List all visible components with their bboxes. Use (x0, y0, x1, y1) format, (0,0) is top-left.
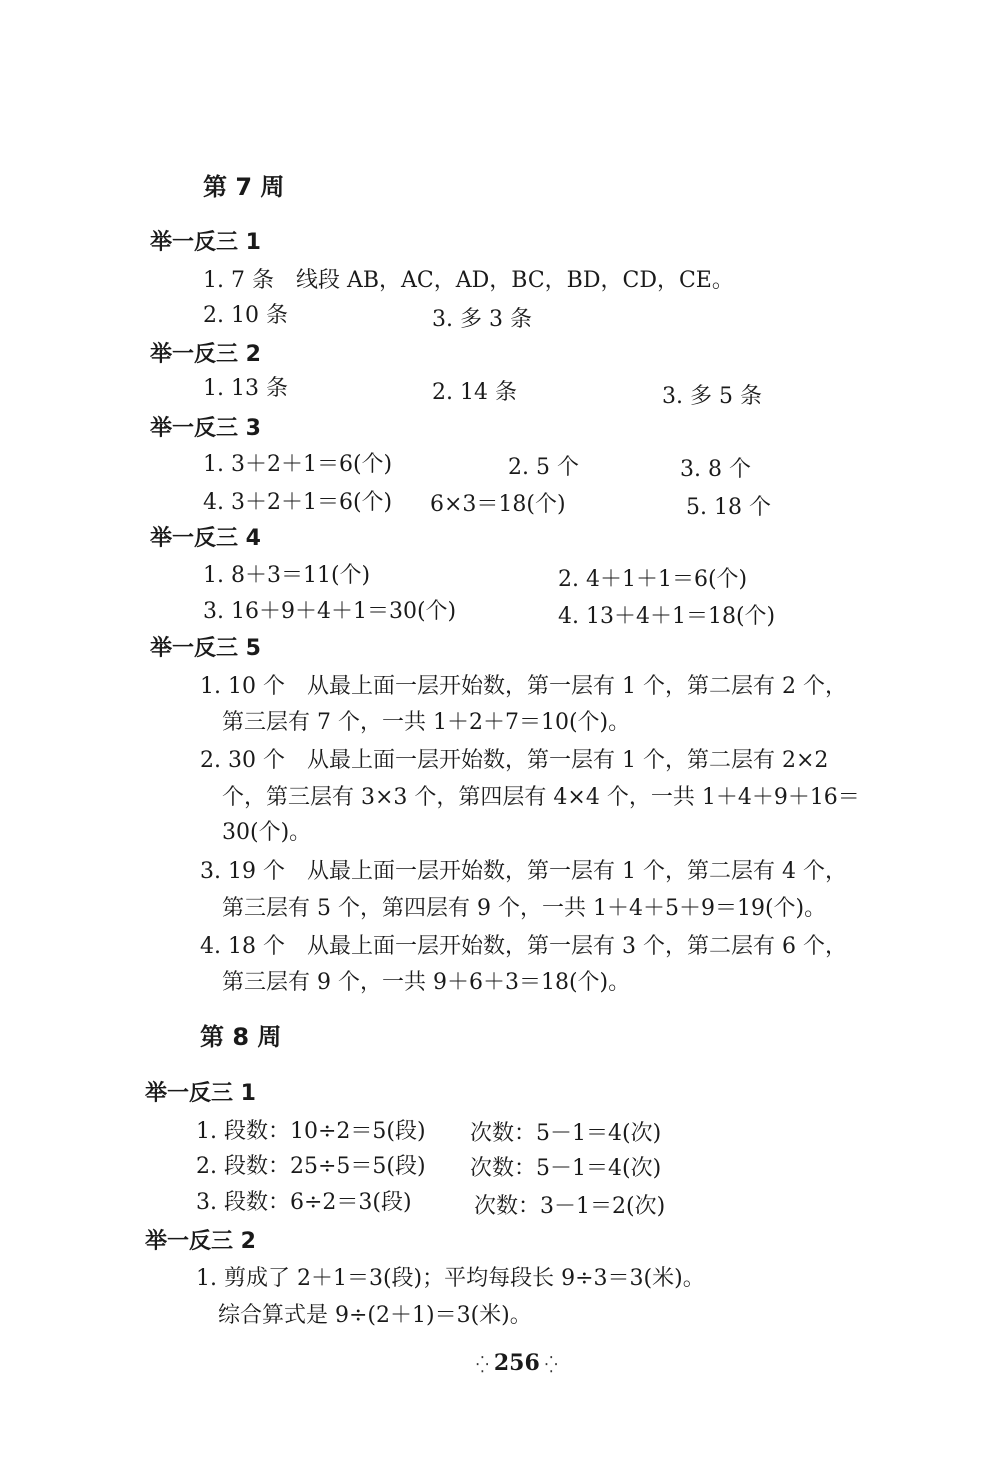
answer-8-1-3a: 3. 段数：6÷2＝3(段) (196, 1190, 412, 1215)
section-7-3-title: 举一反三 3 (150, 416, 261, 441)
answer-7-1-1: 1. 7 条 线段 AB，AC，AD，BC，BD，CD，CE。 (203, 268, 734, 293)
answer-7-5-2-line2: 个，第三层有 3×3 个，第四层有 4×4 个，一共 1＋4＋9＋16＝ (222, 785, 860, 810)
answer-7-3-1: 1. 3＋2＋1＝6(个) (203, 452, 393, 477)
page-number-footer (476, 1352, 558, 1374)
answer-7-4-4: 4. 13＋4＋1＝18(个) (558, 604, 776, 629)
answer-7-4-1: 1. 8＋3＝11(个) (203, 563, 371, 588)
section-8-2-title: 举一反三 2 (145, 1229, 256, 1254)
answer-8-1-1a: 1. 段数：10÷2＝5(段) (196, 1119, 426, 1144)
answer-8-1-2b: 次数：5－1＝4(次) (470, 1156, 662, 1181)
answer-7-5-1-line2: 第三层有 7 个，一共 1＋2＋7＝10(个)。 (222, 710, 631, 735)
answer-7-4-3: 3. 16＋9＋4＋1＝30(个) (203, 599, 457, 624)
decorative-dots-left: ⁛ (476, 1355, 489, 1374)
answer-7-1-2: 2. 10 条 (203, 303, 288, 328)
answer-7-4-2: 2. 4＋1＋1＝6(个) (558, 567, 748, 592)
section-7-1-title: 举一反三 1 (150, 230, 261, 255)
answer-8-1-2a: 2. 段数：25÷5＝5(段) (196, 1154, 426, 1179)
answer-7-3-4b: 6×3＝18(个) (430, 492, 566, 517)
answer-7-3-5: 5. 18 个 (686, 495, 771, 520)
answer-7-5-1-line1: 1. 10 个 从最上面一层开始数，第一层有 1 个，第二层有 2 个， (200, 674, 847, 699)
answer-8-2-1-line1: 1. 剪成了 2＋1＝3(段)；平均每段长 9÷3＝3(米)。 (196, 1266, 705, 1291)
answer-7-3-2: 2. 5 个 (508, 455, 579, 480)
section-7-2-title: 举一反三 2 (150, 342, 261, 367)
page-number: 256 (493, 1350, 540, 1376)
section-8-1-title: 举一反三 1 (145, 1081, 256, 1106)
answer-7-2-3: 3. 多 5 条 (662, 384, 762, 409)
answer-7-5-2-line1: 2. 30 个 从最上面一层开始数，第一层有 1 个，第二层有 2×2 (200, 748, 829, 773)
decorative-dots-right: ⁛ (544, 1355, 558, 1374)
answer-7-2-2: 2. 14 条 (432, 380, 517, 405)
answer-7-3-4a: 4. 3＋2＋1＝6(个) (203, 490, 393, 515)
answer-8-1-3b: 次数：3－1＝2(次) (474, 1194, 666, 1219)
answer-8-1-1b: 次数：5－1＝4(次) (470, 1121, 662, 1146)
section-7-4-title: 举一反三 4 (150, 526, 261, 551)
answer-7-1-3: 3. 多 3 条 (432, 307, 532, 332)
week-7-heading: 第 7 周 (203, 173, 285, 201)
answer-8-2-1-line2: 综合算式是 9÷(2＋1)＝3(米)。 (218, 1303, 532, 1328)
week-8-heading: 第 8 周 (200, 1023, 282, 1051)
answer-7-2-1: 1. 13 条 (203, 376, 288, 401)
answer-7-5-2-line3: 30(个)。 (222, 820, 312, 845)
answer-7-5-4-line2: 第三层有 9 个，一共 9＋6＋3＝18(个)。 (222, 970, 631, 995)
answer-7-5-3-line2: 第三层有 5 个，第四层有 9 个，一共 1＋4＋5＋9＝19(个)。 (222, 896, 827, 921)
answer-7-5-3-line1: 3. 19 个 从最上面一层开始数，第一层有 1 个，第二层有 4 个， (200, 859, 847, 884)
section-7-5-title: 举一反三 5 (150, 636, 261, 661)
answer-7-5-4-line1: 4. 18 个 从最上面一层开始数，第一层有 3 个，第二层有 6 个， (200, 934, 847, 959)
answer-7-3-3: 3. 8 个 (680, 457, 751, 482)
